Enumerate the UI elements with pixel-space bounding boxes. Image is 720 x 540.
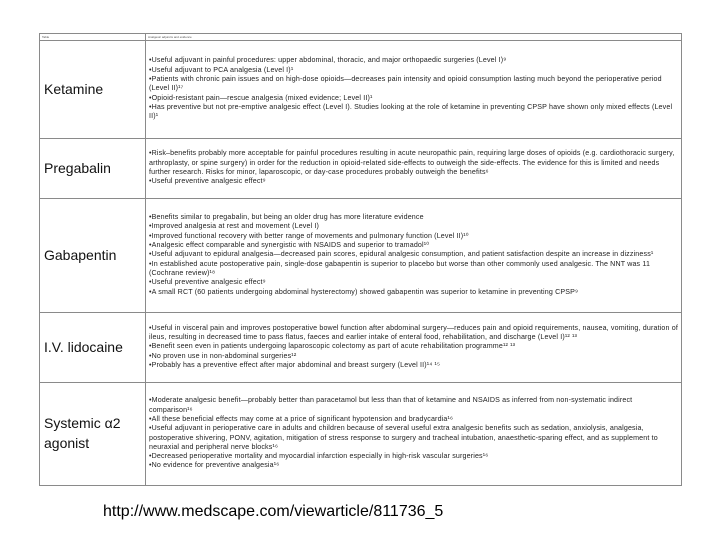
evidence-point: •Decreased perioperative mortality and myocardial infarction especially in high-risk vascular surgeries¹⁶ bbox=[149, 452, 489, 461]
evidence-point: •Risk–benefits probably more acceptable for painful procedures resulting in acute neuropathic pain, requiring large doses of opioids (e.g. cardiothoracic surgery, arthroplasty, or spine surgery) in order for the reduction in opioid-related side-effects to outweigh the side-effects. The evidence for this is limited and needs further research. Risks for minor, laparoscopic, or day-case procedures probably outweigh the benefits⁶ bbox=[149, 149, 675, 176]
drug-name-cell: Ketamine bbox=[40, 41, 146, 139]
evidence-point: •Probably has a preventive effect after major abdominal and breast surgery (Level II)¹⁴ ¹⁵ bbox=[149, 360, 441, 369]
evidence-point: •Useful in visceral pain and improves postoperative bowel function after abdominal surgery—reduces pain and opioid requirements, nausea, vomiting, duration of ileus, resulting in decreased time to pass flatus, faeces and earlier intake of enteral food, rehabilitation, and discharge (Level I)¹² ¹³ bbox=[149, 323, 678, 342]
evidence-cell bbox=[146, 383, 682, 486]
drug-name-cell: I.V. lidocaine bbox=[40, 313, 146, 383]
table-row bbox=[40, 139, 682, 199]
table-body bbox=[40, 34, 682, 486]
evidence-point: •Improved analgesia at rest and movement (Level I) bbox=[149, 222, 320, 231]
evidence-point: •No evidence for preventive analgesia¹⁶ bbox=[149, 461, 280, 470]
table-row bbox=[40, 383, 682, 486]
evidence-point: •Patients with chronic pain issues and on high-dose opioids—decreases pain intensity and opioid consumption lasting much beyond the perioperative period (Level II)¹⁷ bbox=[149, 75, 662, 93]
evidence-point: •Moderate analgesic benefit—probably better than paracetamol but less than that of ketamine and NSAIDS as inferred from non-systematic indirect comparison¹⁶ bbox=[149, 396, 633, 414]
table-row bbox=[40, 199, 682, 313]
evidence-point: •Analgesic effect comparable and synergistic with NSAIDS and superior to tramadol¹⁰ bbox=[149, 241, 430, 250]
table-row bbox=[40, 41, 682, 139]
evidence-point: •Useful preventive analgesic effect⁹ bbox=[149, 177, 266, 186]
evidence-point: •Useful adjuvant in perioperative care in adults and children because of several useful extra analgesic benefits such as sedation, anxiolysis, analgesia, postoperative shivering, PONV, agitation, mitigation of stress response to surgery and tracheal intubation, anaesthetic-sparing effect, and as supplement to neuraxial and peripheral nerve blocks¹⁶ bbox=[149, 424, 658, 451]
header-col-drug: Table bbox=[40, 34, 146, 41]
evidence-cell bbox=[146, 41, 682, 139]
table-row bbox=[40, 313, 682, 383]
evidence-point: •Has preventive but not pre-emptive analgesic effect (Level I). Studies looking at the role of ketamine in preventing CPSP have shown only mixed effects (Level II)¹ bbox=[149, 102, 673, 121]
drug-name-cell: Pregabalin bbox=[40, 139, 146, 199]
evidence-point: •Improved functional recovery with better range of movements and pulmonary function (Level II)¹⁰ bbox=[149, 231, 469, 240]
evidence-point: •Benefit seen even in patients undergoing laparoscopic colectomy as part of acute rehabilitation programme¹² ¹³ bbox=[149, 342, 516, 351]
evidence-point: •In established acute postoperative pain, single-dose gabapentin is superior to placebo but worse than other commonly used analgesic. The NNT was 11 (Cochrane review)¹⁸ bbox=[149, 259, 651, 277]
evidence-cell bbox=[146, 199, 682, 313]
evidence-point: •Useful adjuvant to PCA analgesia (Level I)¹ bbox=[149, 65, 294, 74]
evidence-point: •Benefits similar to pregabalin, but being an older drug has more literature evidence bbox=[149, 213, 424, 222]
evidence-point: •A small RCT (60 patients undergoing abdominal hysterectomy) showed gabapentin was superior to ketamine in preventing CPSP⁹ bbox=[149, 287, 579, 296]
evidence-cell bbox=[146, 313, 682, 383]
evidence-point: •All these beneficial effects may come at a price of significant hypotension and bradycardia¹⁶ bbox=[149, 414, 454, 423]
evidence-cell bbox=[146, 139, 682, 199]
header-col-notes: Analgesic adjuncts and evidence bbox=[146, 34, 682, 41]
evidence-point: •Useful adjuvant in painful procedures: upper abdominal, thoracic, and major orthopaedic surgeries (Level I)⁹ bbox=[149, 56, 507, 65]
evidence-point: •No proven use in non-abdominal surgeries¹² bbox=[149, 351, 297, 360]
source-url[interactable]: http://www.medscape.com/viewarticle/811736_5 bbox=[103, 503, 444, 520]
table-header-row bbox=[40, 34, 682, 41]
drug-name-cell: Gabapentin bbox=[40, 199, 146, 313]
drug-name-cell: Systemic α2 agonist bbox=[40, 383, 146, 486]
evidence-point: •Opioid-resistant pain—rescue analgesia (mixed evidence; Level II)¹ bbox=[149, 93, 373, 102]
evidence-point: •Useful adjuvant to epidural analgesia—decreased pain scores, epidural analgesic consumption, and patient satisfaction despite an increase in dizziness¹ bbox=[149, 250, 654, 259]
evidence-point: •Useful preventive analgesic effect⁹ bbox=[149, 278, 266, 287]
adjunct-analgesics-table bbox=[39, 33, 682, 486]
